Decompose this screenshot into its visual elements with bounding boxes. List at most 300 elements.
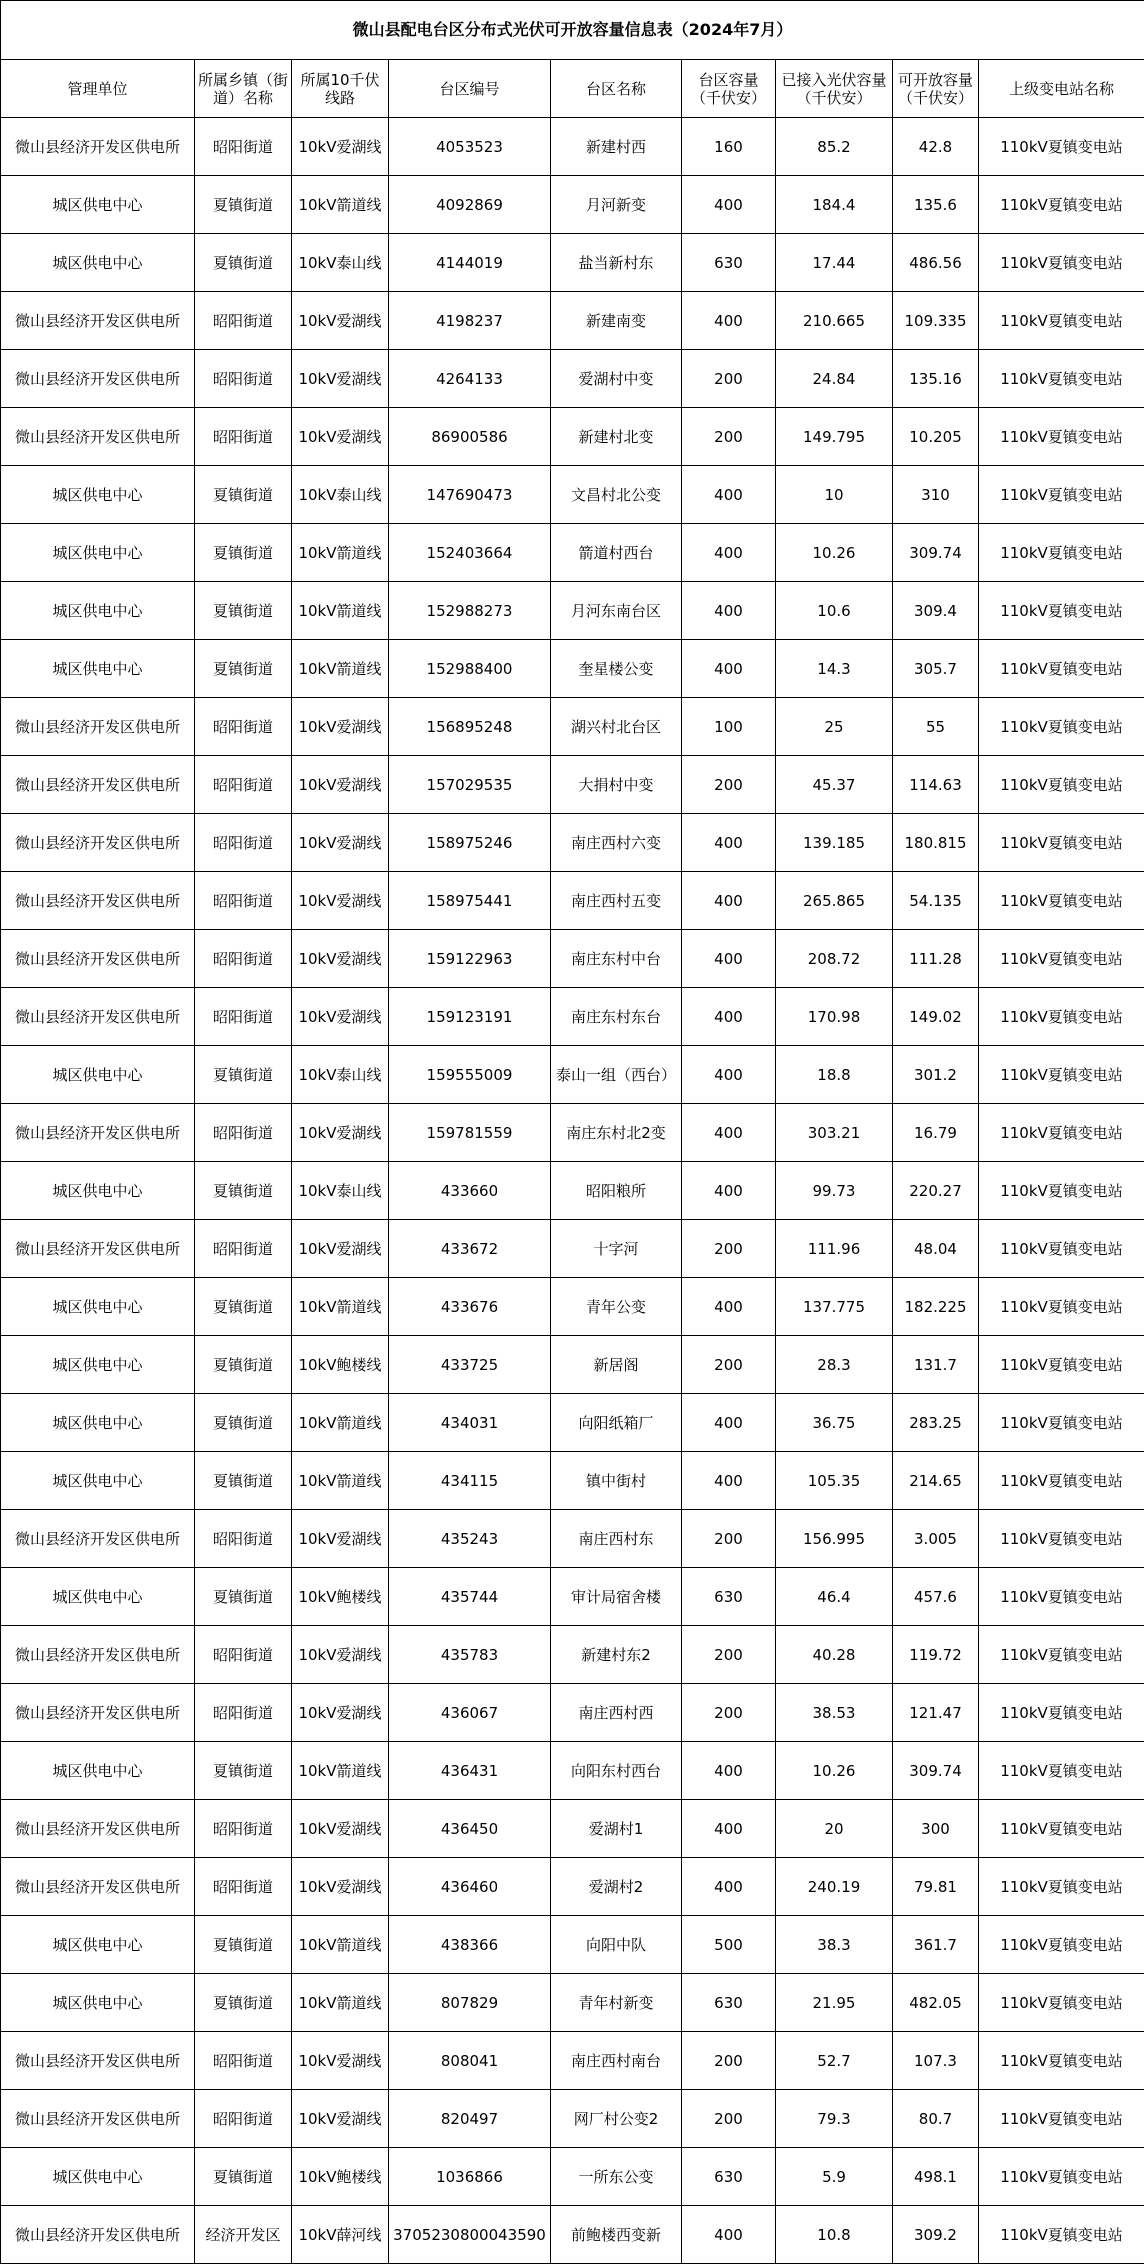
cell-station-name: 爱湖村2 (551, 1858, 682, 1916)
cell-open-capacity: 107.3 (893, 2032, 979, 2090)
table-row (1, 2148, 1144, 2206)
cell-upstream-substation: 110kV夏镇变电站 (979, 1394, 1144, 1452)
table-row (1, 176, 1144, 234)
cell-10kv-line: 10kV爱湖线 (292, 814, 389, 872)
cell-upstream-substation: 110kV夏镇变电站 (979, 1684, 1144, 1742)
table-row (1, 988, 1144, 1046)
cell-town: 昭阳街道 (195, 2032, 292, 2090)
cell-management-unit: 微山县经济开发区供电所 (1, 408, 195, 466)
cell-management-unit: 微山县经济开发区供电所 (1, 698, 195, 756)
cell-management-unit: 微山县经济开发区供电所 (1, 1684, 195, 1742)
table-row (1, 2032, 1144, 2090)
table-row (1, 1162, 1144, 1220)
cell-upstream-substation: 110kV夏镇变电站 (979, 814, 1144, 872)
cell-station-id: 158975246 (389, 814, 551, 872)
cell-upstream-substation: 110kV夏镇变电站 (979, 1104, 1144, 1162)
cell-station-name: 奎星楼公变 (551, 640, 682, 698)
cell-town: 经济开发区 (195, 2206, 292, 2264)
cell-open-capacity: 482.05 (893, 1974, 979, 2032)
cell-upstream-substation: 110kV夏镇变电站 (979, 1916, 1144, 1974)
cell-10kv-line: 10kV箭道线 (292, 1394, 389, 1452)
cell-station-name: 泰山一组（西台） (551, 1046, 682, 1104)
cell-station-name: 文昌村北公变 (551, 466, 682, 524)
cell-10kv-line: 10kV爱湖线 (292, 118, 389, 176)
table-row (1, 756, 1144, 814)
cell-open-capacity: 111.28 (893, 930, 979, 988)
table-row (1, 1278, 1144, 1336)
table-row (1, 1394, 1144, 1452)
cell-upstream-substation: 110kV夏镇变电站 (979, 1626, 1144, 1684)
cell-station-name: 向阳纸箱厂 (551, 1394, 682, 1452)
cell-station-capacity: 100 (682, 698, 776, 756)
table-row (1, 118, 1144, 176)
cell-open-capacity: 135.16 (893, 350, 979, 408)
cell-10kv-line: 10kV爱湖线 (292, 698, 389, 756)
cell-management-unit: 微山县经济开发区供电所 (1, 1104, 195, 1162)
cell-10kv-line: 10kV鲍楼线 (292, 1568, 389, 1626)
cell-management-unit: 微山县经济开发区供电所 (1, 118, 195, 176)
cell-upstream-substation: 110kV夏镇变电站 (979, 988, 1144, 1046)
cell-open-capacity: 361.7 (893, 1916, 979, 1974)
cell-upstream-substation: 110kV夏镇变电站 (979, 640, 1144, 698)
cell-upstream-substation: 110kV夏镇变电站 (979, 1742, 1144, 1800)
cell-10kv-line: 10kV鲍楼线 (292, 1336, 389, 1394)
cell-station-name: 箭道村西台 (551, 524, 682, 582)
table-row (1, 524, 1144, 582)
cell-station-id: 435783 (389, 1626, 551, 1684)
cell-station-name: 南庄西村东 (551, 1510, 682, 1568)
cell-open-capacity: 79.81 (893, 1858, 979, 1916)
cell-station-id: 820497 (389, 2090, 551, 2148)
cell-station-name: 向阳中队 (551, 1916, 682, 1974)
cell-station-id: 152988273 (389, 582, 551, 640)
cell-upstream-substation: 110kV夏镇变电站 (979, 350, 1144, 408)
cell-management-unit: 城区供电中心 (1, 1046, 195, 1104)
cell-connected-pv: 208.72 (776, 930, 893, 988)
table-row (1, 640, 1144, 698)
cell-open-capacity: 3.005 (893, 1510, 979, 1568)
cell-station-id: 4053523 (389, 118, 551, 176)
cell-upstream-substation: 110kV夏镇变电站 (979, 698, 1144, 756)
cell-10kv-line: 10kV薛河线 (292, 2206, 389, 2264)
cell-station-capacity: 200 (682, 1336, 776, 1394)
cell-station-id: 433676 (389, 1278, 551, 1336)
cell-station-id: 159555009 (389, 1046, 551, 1104)
cell-station-id: 436431 (389, 1742, 551, 1800)
cell-town: 昭阳街道 (195, 118, 292, 176)
cell-10kv-line: 10kV爱湖线 (292, 1684, 389, 1742)
cell-management-unit: 微山县经济开发区供电所 (1, 814, 195, 872)
cell-station-name: 新建村西 (551, 118, 682, 176)
cell-management-unit: 微山县经济开发区供电所 (1, 1858, 195, 1916)
cell-10kv-line: 10kV爱湖线 (292, 1858, 389, 1916)
cell-upstream-substation: 110kV夏镇变电站 (979, 524, 1144, 582)
cell-management-unit: 城区供电中心 (1, 1394, 195, 1452)
cell-connected-pv: 14.3 (776, 640, 893, 698)
cell-station-name: 镇中街村 (551, 1452, 682, 1510)
cell-station-capacity: 400 (682, 1800, 776, 1858)
cell-town: 夏镇街道 (195, 176, 292, 234)
cell-open-capacity: 309.4 (893, 582, 979, 640)
cell-station-name: 月河新变 (551, 176, 682, 234)
cell-10kv-line: 10kV箭道线 (292, 1974, 389, 2032)
cell-town: 昭阳街道 (195, 292, 292, 350)
table-row (1, 698, 1144, 756)
cell-management-unit: 城区供电中心 (1, 1974, 195, 2032)
cell-town: 夏镇街道 (195, 524, 292, 582)
cell-upstream-substation: 110kV夏镇变电站 (979, 930, 1144, 988)
cell-station-capacity: 400 (682, 2206, 776, 2264)
cell-management-unit: 城区供电中心 (1, 1278, 195, 1336)
cell-town: 夏镇街道 (195, 1162, 292, 1220)
cell-connected-pv: 36.75 (776, 1394, 893, 1452)
cell-town: 昭阳街道 (195, 988, 292, 1046)
cell-station-capacity: 400 (682, 988, 776, 1046)
cell-station-name: 向阳东村西台 (551, 1742, 682, 1800)
cell-connected-pv: 52.7 (776, 2032, 893, 2090)
cell-connected-pv: 28.3 (776, 1336, 893, 1394)
cell-open-capacity: 55 (893, 698, 979, 756)
cell-connected-pv: 18.8 (776, 1046, 893, 1104)
table-row (1, 408, 1144, 466)
header-10kv-line: 所属10千伏线路 (292, 60, 389, 118)
cell-station-name: 爱湖村中变 (551, 350, 682, 408)
cell-town: 昭阳街道 (195, 814, 292, 872)
cell-station-name: 南庄西村五变 (551, 872, 682, 930)
cell-upstream-substation: 110kV夏镇变电站 (979, 1510, 1144, 1568)
cell-station-capacity: 400 (682, 930, 776, 988)
cell-upstream-substation: 110kV夏镇变电站 (979, 1220, 1144, 1278)
cell-management-unit: 城区供电中心 (1, 1162, 195, 1220)
cell-10kv-line: 10kV箭道线 (292, 640, 389, 698)
cell-station-name: 新建村东2 (551, 1626, 682, 1684)
table-row (1, 1104, 1144, 1162)
cell-10kv-line: 10kV箭道线 (292, 524, 389, 582)
cell-10kv-line: 10kV爱湖线 (292, 408, 389, 466)
cell-station-name: 新建南变 (551, 292, 682, 350)
cell-station-capacity: 200 (682, 408, 776, 466)
cell-upstream-substation: 110kV夏镇变电站 (979, 176, 1144, 234)
cell-connected-pv: 38.3 (776, 1916, 893, 1974)
table-row (1, 1510, 1144, 1568)
cell-connected-pv: 184.4 (776, 176, 893, 234)
cell-station-name: 昭阳粮所 (551, 1162, 682, 1220)
cell-management-unit: 微山县经济开发区供电所 (1, 2032, 195, 2090)
cell-management-unit: 微山县经济开发区供电所 (1, 2090, 195, 2148)
cell-station-name: 爱湖村1 (551, 1800, 682, 1858)
cell-station-capacity: 400 (682, 640, 776, 698)
cell-upstream-substation: 110kV夏镇变电站 (979, 2148, 1144, 2206)
cell-connected-pv: 170.98 (776, 988, 893, 1046)
cell-management-unit: 城区供电中心 (1, 2148, 195, 2206)
cell-town: 夏镇街道 (195, 234, 292, 292)
cell-management-unit: 城区供电中心 (1, 1568, 195, 1626)
cell-management-unit: 城区供电中心 (1, 582, 195, 640)
cell-upstream-substation: 110kV夏镇变电站 (979, 1800, 1144, 1858)
cell-station-name: 南庄东村北2变 (551, 1104, 682, 1162)
cell-station-name: 青年公变 (551, 1278, 682, 1336)
cell-station-capacity: 200 (682, 350, 776, 408)
cell-open-capacity: 80.7 (893, 2090, 979, 2148)
cell-station-capacity: 400 (682, 1162, 776, 1220)
cell-station-id: 157029535 (389, 756, 551, 814)
cell-town: 昭阳街道 (195, 1800, 292, 1858)
cell-connected-pv: 5.9 (776, 2148, 893, 2206)
cell-connected-pv: 139.185 (776, 814, 893, 872)
cell-connected-pv: 10 (776, 466, 893, 524)
cell-town: 夏镇街道 (195, 466, 292, 524)
cell-station-capacity: 200 (682, 1220, 776, 1278)
cell-town: 昭阳街道 (195, 1220, 292, 1278)
cell-upstream-substation: 110kV夏镇变电站 (979, 1452, 1144, 1510)
cell-station-capacity: 200 (682, 1510, 776, 1568)
cell-open-capacity: 309.74 (893, 524, 979, 582)
cell-connected-pv: 240.19 (776, 1858, 893, 1916)
table-row (1, 1684, 1144, 1742)
cell-station-capacity: 630 (682, 2148, 776, 2206)
cell-station-id: 434115 (389, 1452, 551, 1510)
cell-10kv-line: 10kV鲍楼线 (292, 2148, 389, 2206)
cell-station-capacity: 400 (682, 814, 776, 872)
cell-town: 夏镇街道 (195, 1742, 292, 1800)
cell-management-unit: 城区供电中心 (1, 1452, 195, 1510)
cell-station-name: 新居阁 (551, 1336, 682, 1394)
cell-station-id: 159122963 (389, 930, 551, 988)
cell-upstream-substation: 110kV夏镇变电站 (979, 2090, 1144, 2148)
cell-connected-pv: 10.26 (776, 524, 893, 582)
table-row (1, 1916, 1144, 1974)
cell-connected-pv: 149.795 (776, 408, 893, 466)
cell-station-id: 86900586 (389, 408, 551, 466)
cell-connected-pv: 10.26 (776, 1742, 893, 1800)
table-row (1, 1858, 1144, 1916)
cell-station-id: 158975441 (389, 872, 551, 930)
cell-connected-pv: 156.995 (776, 1510, 893, 1568)
cell-connected-pv: 17.44 (776, 234, 893, 292)
cell-management-unit: 城区供电中心 (1, 466, 195, 524)
header-management-unit: 管理单位 (1, 60, 195, 118)
cell-station-capacity: 160 (682, 118, 776, 176)
header-upstream-substation: 上级变电站名称 (979, 60, 1144, 118)
cell-station-name: 南庄西村南台 (551, 2032, 682, 2090)
cell-management-unit: 微山县经济开发区供电所 (1, 1220, 195, 1278)
cell-upstream-substation: 110kV夏镇变电站 (979, 1974, 1144, 2032)
cell-10kv-line: 10kV箭道线 (292, 1452, 389, 1510)
cell-station-name: 南庄东村东台 (551, 988, 682, 1046)
cell-10kv-line: 10kV爱湖线 (292, 756, 389, 814)
cell-station-id: 1036866 (389, 2148, 551, 2206)
cell-10kv-line: 10kV箭道线 (292, 1916, 389, 1974)
cell-station-id: 436067 (389, 1684, 551, 1742)
cell-10kv-line: 10kV爱湖线 (292, 292, 389, 350)
cell-10kv-line: 10kV箭道线 (292, 176, 389, 234)
cell-open-capacity: 305.7 (893, 640, 979, 698)
cell-open-capacity: 48.04 (893, 1220, 979, 1278)
cell-management-unit: 微山县经济开发区供电所 (1, 1510, 195, 1568)
cell-open-capacity: 301.2 (893, 1046, 979, 1104)
cell-town: 昭阳街道 (195, 872, 292, 930)
cell-upstream-substation: 110kV夏镇变电站 (979, 1336, 1144, 1394)
cell-connected-pv: 105.35 (776, 1452, 893, 1510)
cell-management-unit: 城区供电中心 (1, 1336, 195, 1394)
cell-town: 昭阳街道 (195, 408, 292, 466)
table-row (1, 1974, 1144, 2032)
cell-station-capacity: 630 (682, 234, 776, 292)
table-row (1, 1626, 1144, 1684)
cell-station-name: 大捐村中变 (551, 756, 682, 814)
cell-10kv-line: 10kV爱湖线 (292, 988, 389, 1046)
table-row (1, 872, 1144, 930)
cell-connected-pv: 303.21 (776, 1104, 893, 1162)
table-body (1, 118, 1144, 2264)
table-row (1, 1336, 1144, 1394)
cell-open-capacity: 109.335 (893, 292, 979, 350)
cell-station-id: 434031 (389, 1394, 551, 1452)
cell-open-capacity: 119.72 (893, 1626, 979, 1684)
cell-station-name: 新建村北变 (551, 408, 682, 466)
cell-station-id: 435744 (389, 1568, 551, 1626)
cell-10kv-line: 10kV爱湖线 (292, 350, 389, 408)
cell-town: 夏镇街道 (195, 1452, 292, 1510)
cell-management-unit: 城区供电中心 (1, 640, 195, 698)
cell-town: 昭阳街道 (195, 1858, 292, 1916)
table-row (1, 930, 1144, 988)
cell-open-capacity: 300 (893, 1800, 979, 1858)
header-station-capacity: 台区容量（千伏安） (682, 60, 776, 118)
cell-management-unit: 微山县经济开发区供电所 (1, 1626, 195, 1684)
cell-station-capacity: 400 (682, 292, 776, 350)
table-row (1, 2206, 1144, 2264)
cell-10kv-line: 10kV箭道线 (292, 582, 389, 640)
cell-open-capacity: 486.56 (893, 234, 979, 292)
cell-station-id: 436460 (389, 1858, 551, 1916)
cell-station-capacity: 400 (682, 524, 776, 582)
cell-open-capacity: 180.815 (893, 814, 979, 872)
cell-town: 昭阳街道 (195, 930, 292, 988)
cell-station-capacity: 400 (682, 176, 776, 234)
cell-upstream-substation: 110kV夏镇变电站 (979, 292, 1144, 350)
cell-connected-pv: 25 (776, 698, 893, 756)
cell-station-id: 156895248 (389, 698, 551, 756)
cell-10kv-line: 10kV泰山线 (292, 1162, 389, 1220)
cell-open-capacity: 114.63 (893, 756, 979, 814)
cell-station-id: 159123191 (389, 988, 551, 1046)
cell-station-id: 438366 (389, 1916, 551, 1974)
cell-management-unit: 微山县经济开发区供电所 (1, 756, 195, 814)
cell-upstream-substation: 110kV夏镇变电站 (979, 756, 1144, 814)
cell-management-unit: 城区供电中心 (1, 234, 195, 292)
cell-connected-pv: 20 (776, 1800, 893, 1858)
cell-connected-pv: 24.84 (776, 350, 893, 408)
cell-open-capacity: 309.2 (893, 2206, 979, 2264)
cell-open-capacity: 457.6 (893, 1568, 979, 1626)
cell-station-name: 月河东南台区 (551, 582, 682, 640)
cell-upstream-substation: 110kV夏镇变电站 (979, 118, 1144, 176)
cell-station-capacity: 200 (682, 2032, 776, 2090)
cell-upstream-substation: 110kV夏镇变电站 (979, 234, 1144, 292)
table-row (1, 1452, 1144, 1510)
cell-station-id: 4198237 (389, 292, 551, 350)
header-town: 所属乡镇（街道）名称 (195, 60, 292, 118)
cell-station-capacity: 400 (682, 872, 776, 930)
cell-connected-pv: 40.28 (776, 1626, 893, 1684)
cell-station-id: 152403664 (389, 524, 551, 582)
header-connected-pv: 已接入光伏容量（千伏安） (776, 60, 893, 118)
cell-station-name: 南庄西村六变 (551, 814, 682, 872)
cell-station-capacity: 630 (682, 1974, 776, 2032)
cell-upstream-substation: 110kV夏镇变电站 (979, 1568, 1144, 1626)
table-row (1, 1742, 1144, 1800)
cell-management-unit: 城区供电中心 (1, 1916, 195, 1974)
cell-station-name: 网厂村公变2 (551, 2090, 682, 2148)
cell-management-unit: 微山县经济开发区供电所 (1, 350, 195, 408)
cell-connected-pv: 137.775 (776, 1278, 893, 1336)
cell-upstream-substation: 110kV夏镇变电站 (979, 1858, 1144, 1916)
cell-management-unit: 微山县经济开发区供电所 (1, 988, 195, 1046)
cell-connected-pv: 111.96 (776, 1220, 893, 1278)
cell-station-id: 436450 (389, 1800, 551, 1858)
cell-town: 夏镇街道 (195, 1916, 292, 1974)
cell-open-capacity: 220.27 (893, 1162, 979, 1220)
header-station-name: 台区名称 (551, 60, 682, 118)
cell-station-capacity: 400 (682, 1046, 776, 1104)
cell-station-capacity: 200 (682, 756, 776, 814)
cell-station-capacity: 400 (682, 1104, 776, 1162)
cell-station-id: 433660 (389, 1162, 551, 1220)
cell-station-id: 3705230800043590 (389, 2206, 551, 2264)
cell-station-name: 湖兴村北台区 (551, 698, 682, 756)
cell-upstream-substation: 110kV夏镇变电站 (979, 582, 1144, 640)
cell-town: 夏镇街道 (195, 1394, 292, 1452)
cell-station-name: 盐当新村东 (551, 234, 682, 292)
cell-open-capacity: 283.25 (893, 1394, 979, 1452)
cell-management-unit: 城区供电中心 (1, 1742, 195, 1800)
cell-open-capacity: 149.02 (893, 988, 979, 1046)
cell-open-capacity: 135.6 (893, 176, 979, 234)
table-title: 微山县配电台区分布式光伏可开放容量信息表（2024年7月） (1, 1, 1144, 60)
cell-town: 夏镇街道 (195, 1336, 292, 1394)
cell-station-name: 南庄西村西 (551, 1684, 682, 1742)
cell-management-unit: 微山县经济开发区供电所 (1, 2206, 195, 2264)
header-open-capacity: 可开放容量（千伏安） (893, 60, 979, 118)
table-row (1, 1046, 1144, 1104)
cell-station-capacity: 500 (682, 1916, 776, 1974)
cell-station-id: 807829 (389, 1974, 551, 2032)
cell-town: 昭阳街道 (195, 1510, 292, 1568)
cell-town: 夏镇街道 (195, 2148, 292, 2206)
cell-station-id: 4264133 (389, 350, 551, 408)
cell-management-unit: 城区供电中心 (1, 176, 195, 234)
cell-upstream-substation: 110kV夏镇变电站 (979, 1046, 1144, 1104)
cell-management-unit: 微山县经济开发区供电所 (1, 930, 195, 988)
cell-open-capacity: 42.8 (893, 118, 979, 176)
cell-10kv-line: 10kV爱湖线 (292, 1220, 389, 1278)
cell-connected-pv: 38.53 (776, 1684, 893, 1742)
table-row (1, 2090, 1144, 2148)
cell-station-capacity: 200 (682, 1626, 776, 1684)
cell-connected-pv: 210.665 (776, 292, 893, 350)
cell-station-capacity: 400 (682, 1858, 776, 1916)
cell-open-capacity: 309.74 (893, 1742, 979, 1800)
cell-town: 夏镇街道 (195, 582, 292, 640)
cell-connected-pv: 79.3 (776, 2090, 893, 2148)
cell-station-id: 433672 (389, 1220, 551, 1278)
cell-open-capacity: 121.47 (893, 1684, 979, 1742)
cell-10kv-line: 10kV爱湖线 (292, 1626, 389, 1684)
cell-upstream-substation: 110kV夏镇变电站 (979, 2206, 1144, 2264)
cell-town: 夏镇街道 (195, 1974, 292, 2032)
cell-town: 夏镇街道 (195, 1278, 292, 1336)
